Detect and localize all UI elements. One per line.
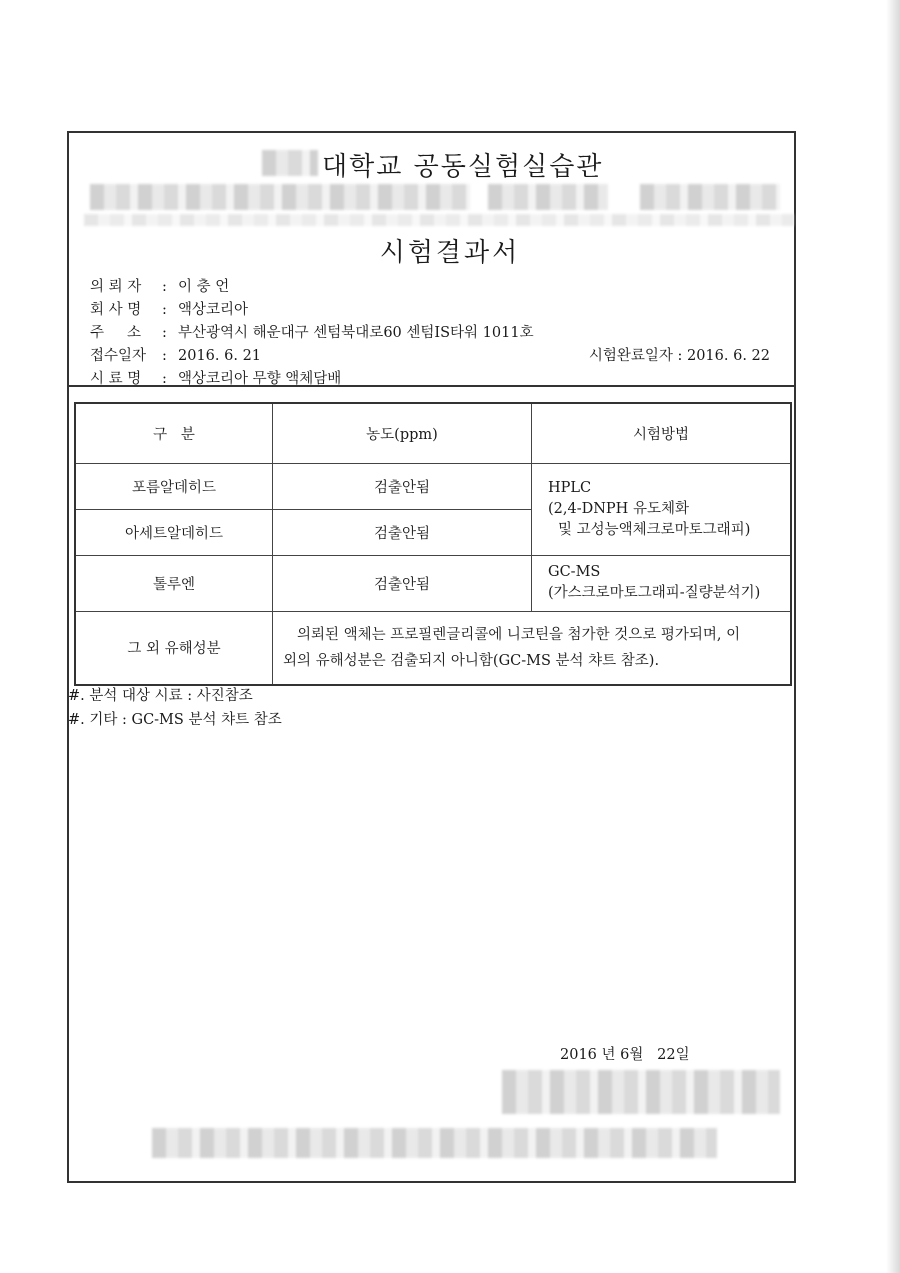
info-separator: : — [162, 279, 167, 295]
info-label: 회 사 명 — [90, 302, 142, 318]
table-header-row — [75, 403, 791, 463]
scan-edge-shadow — [886, 0, 900, 1273]
table-row — [75, 555, 791, 611]
info-value: 2016. 6. 21 — [178, 348, 262, 364]
info-company — [90, 298, 248, 319]
info-sample-name — [90, 367, 341, 388]
table-row-other — [75, 611, 791, 685]
row-concentration: 검출안됨 — [273, 555, 532, 611]
redacted-phone — [488, 184, 608, 210]
info-value: 2016. 6. 22 — [686, 348, 770, 364]
other-line-2: 외의 유해성분은 검출되지 아니함(GC-MS 분석 챠트 참조). — [283, 652, 660, 669]
document-title: 시험결과서 — [379, 238, 521, 268]
info-address — [90, 321, 534, 342]
note-sample: #. 분석 대상 시료 : 사진참조 — [68, 688, 253, 704]
info-label: 의 뢰 자 — [90, 279, 142, 295]
info-label: 시험완료일자 — [588, 348, 673, 364]
header-method: 시험방법 — [532, 403, 792, 463]
info-separator: : — [162, 371, 167, 387]
other-line-1: 의뢰된 액체는 프로필렌글리콜에 니코틴을 첨가한 것으로 평가되며, 이 — [297, 626, 741, 643]
redacted-signature — [502, 1070, 780, 1114]
method-hplc-cell — [532, 463, 792, 555]
redacted-band — [84, 214, 794, 226]
redacted-address-line — [90, 184, 470, 210]
row-concentration: 검출안됨 — [273, 463, 532, 509]
method-gcms-name: GC-MS — [548, 564, 601, 580]
info-separator: : — [162, 325, 167, 341]
other-description — [273, 611, 792, 685]
info-label: 접수일자 — [90, 348, 147, 364]
info-label: 시 료 명 — [90, 371, 142, 387]
results-table — [74, 402, 792, 686]
info-value: 부산광역시 해운대구 센텀북대로60 센텀IS타워 1011호 — [178, 325, 534, 341]
info-value: 이 충 언 — [178, 279, 230, 295]
header-concentration: 농도(ppm) — [273, 403, 532, 463]
row-item: 포름알데히드 — [75, 463, 273, 509]
method-hplc-name: HPLC — [548, 479, 592, 496]
info-completed-date — [589, 344, 770, 365]
info-value: 액상코리아 — [178, 302, 249, 318]
method-gcms-detail: (가스크로마토그래피-질량분석기) — [548, 585, 761, 601]
info-requester — [90, 275, 229, 296]
issue-date: 2016 년 6월 22일 — [560, 1047, 690, 1063]
method-gcms-cell — [532, 555, 792, 611]
redacted-footer — [152, 1128, 717, 1158]
info-value: 액상코리아 무향 액체담배 — [178, 371, 342, 387]
info-separator: : — [162, 302, 167, 318]
row-concentration: 검출안됨 — [273, 509, 532, 555]
table-row — [75, 463, 791, 509]
method-hplc-detail-2: 및 고성능액체크로마토그래피) — [558, 521, 751, 538]
note-other: #. 기타 : GC-MS 분석 챠트 참조 — [68, 712, 282, 728]
university-title: 대학교 공동실험실습관 — [322, 152, 604, 182]
redacted-university-name — [262, 150, 318, 176]
info-separator: : — [677, 348, 683, 364]
row-item: 톨루엔 — [75, 555, 273, 611]
info-received-date — [90, 344, 261, 365]
info-label: 주 소 — [90, 325, 142, 341]
method-hplc-detail: (2,4-DNPH 유도체화 — [548, 500, 689, 517]
row-item: 아세트알데히드 — [75, 509, 273, 555]
info-separator: : — [162, 348, 167, 364]
header-category: 구 분 — [75, 403, 273, 463]
redacted-fax — [640, 184, 780, 210]
other-label: 그 외 유해성분 — [75, 611, 273, 685]
